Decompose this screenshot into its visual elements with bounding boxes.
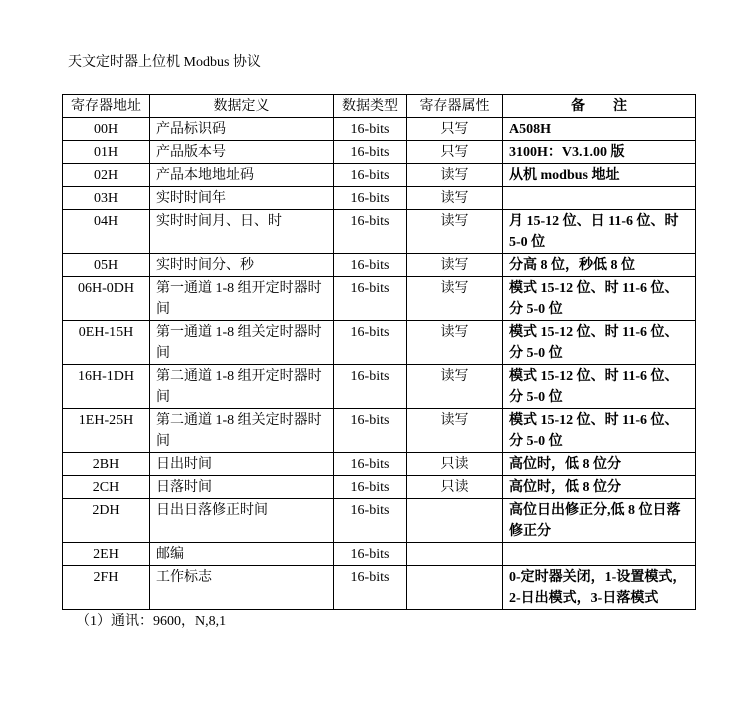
data-definition-cell: 日出时间 <box>150 453 334 476</box>
table-row <box>63 409 696 453</box>
register-address-cell: 2EH <box>63 543 150 566</box>
note-cell <box>503 543 696 566</box>
register-address-cell: 02H <box>63 164 150 187</box>
note-cell: 分高 8 位，秒低 8 位 <box>503 254 696 277</box>
note-cell <box>503 187 696 210</box>
data-type-cell: 16-bits <box>334 499 407 543</box>
data-definition-cell: 产品版本号 <box>150 141 334 164</box>
data-definition-cell: 第二通道 1-8 组开定时器时间 <box>150 365 334 409</box>
register-attribute-cell: 读写 <box>407 187 503 210</box>
register-address-cell: 2BH <box>63 453 150 476</box>
header-note: 备 注 <box>503 95 696 118</box>
data-type-cell: 16-bits <box>334 187 407 210</box>
register-attribute-cell: 读写 <box>407 254 503 277</box>
register-address-cell: 06H-0DH <box>63 277 150 321</box>
data-type-cell: 16-bits <box>334 543 407 566</box>
note-cell: 月 15-12 位、日 11-6 位、时 5-0 位 <box>503 210 696 254</box>
register-address-cell: 01H <box>63 141 150 164</box>
table-row <box>63 476 696 499</box>
data-type-cell: 16-bits <box>334 365 407 409</box>
data-definition-cell: 日落时间 <box>150 476 334 499</box>
table-row <box>63 277 696 321</box>
register-attribute-cell: 只写 <box>407 141 503 164</box>
table-row <box>63 566 696 610</box>
register-attribute-cell: 读写 <box>407 365 503 409</box>
note-cell: 高位时，低 8 位分 <box>503 476 696 499</box>
table-row <box>63 543 696 566</box>
data-definition-cell: 邮编 <box>150 543 334 566</box>
note-cell: 3100H：V3.1.00 版 <box>503 141 696 164</box>
register-address-cell: 00H <box>63 118 150 141</box>
data-type-cell: 16-bits <box>334 277 407 321</box>
register-address-cell: 16H-1DH <box>63 365 150 409</box>
register-attribute-cell: 读写 <box>407 164 503 187</box>
table-row <box>63 164 696 187</box>
data-definition-cell: 产品标识码 <box>150 118 334 141</box>
table-row <box>63 453 696 476</box>
note-cell: 模式 15-12 位、时 11-6 位、分 5-0 位 <box>503 277 696 321</box>
note-cell: 模式 15-12 位、时 11-6 位、分 5-0 位 <box>503 409 696 453</box>
data-definition-cell: 产品本地地址码 <box>150 164 334 187</box>
data-type-cell: 16-bits <box>334 409 407 453</box>
note-cell: 从机 modbus 地址 <box>503 164 696 187</box>
data-type-cell: 16-bits <box>334 210 407 254</box>
data-definition-cell: 第二通道 1-8 组关定时器时间 <box>150 409 334 453</box>
note-cell: 模式 15-12 位、时 11-6 位、分 5-0 位 <box>503 365 696 409</box>
register-address-cell: 04H <box>63 210 150 254</box>
register-attribute-cell: 读写 <box>407 321 503 365</box>
register-attribute-cell <box>407 566 503 610</box>
register-attribute-cell <box>407 543 503 566</box>
data-type-cell: 16-bits <box>334 118 407 141</box>
data-type-cell: 16-bits <box>334 254 407 277</box>
table-row <box>63 210 696 254</box>
note-cell: 高位时，低 8 位分 <box>503 453 696 476</box>
data-definition-cell: 实时时间分、秒 <box>150 254 334 277</box>
table-header-row <box>63 95 696 118</box>
data-type-cell: 16-bits <box>334 321 407 365</box>
header-data-type: 数据类型 <box>334 95 407 118</box>
table-row <box>63 254 696 277</box>
register-address-cell: 2CH <box>63 476 150 499</box>
data-type-cell: 16-bits <box>334 476 407 499</box>
data-type-cell: 16-bits <box>334 141 407 164</box>
register-table <box>62 94 696 610</box>
register-attribute-cell: 只读 <box>407 453 503 476</box>
note-cell: 高位日出修正分,低 8 位日落修正分 <box>503 499 696 543</box>
note-cell: A508H <box>503 118 696 141</box>
register-address-cell: 2FH <box>63 566 150 610</box>
data-definition-cell: 第一通道 1-8 组开定时器时间 <box>150 277 334 321</box>
table-row <box>63 118 696 141</box>
data-definition-cell: 实时时间月、日、时 <box>150 210 334 254</box>
table-row <box>63 499 696 543</box>
register-address-cell: 0EH-15H <box>63 321 150 365</box>
register-address-cell: 2DH <box>63 499 150 543</box>
register-attribute-cell: 只读 <box>407 476 503 499</box>
data-definition-cell: 日出日落修正时间 <box>150 499 334 543</box>
data-definition-cell: 工作标志 <box>150 566 334 610</box>
table-row <box>63 187 696 210</box>
data-definition-cell: 第一通道 1-8 组关定时器时间 <box>150 321 334 365</box>
data-type-cell: 16-bits <box>334 164 407 187</box>
data-type-cell: 16-bits <box>334 566 407 610</box>
header-register-attribute: 寄存器属性 <box>407 95 503 118</box>
register-address-cell: 05H <box>63 254 150 277</box>
register-address-cell: 1EH-25H <box>63 409 150 453</box>
note-cell: 模式 15-12 位、时 11-6 位、分 5-0 位 <box>503 321 696 365</box>
register-attribute-cell: 读写 <box>407 210 503 254</box>
table-row <box>63 365 696 409</box>
data-definition-cell: 实时时间年 <box>150 187 334 210</box>
document-title: 天文定时器上位机 Modbus 协议 <box>68 55 261 70</box>
register-attribute-cell: 读写 <box>407 277 503 321</box>
register-attribute-cell: 只写 <box>407 118 503 141</box>
header-data-definition: 数据定义 <box>150 95 334 118</box>
table-row <box>63 141 696 164</box>
register-address-cell: 03H <box>63 187 150 210</box>
header-register-address: 寄存器地址 <box>63 95 150 118</box>
data-type-cell: 16-bits <box>334 453 407 476</box>
register-attribute-cell <box>407 499 503 543</box>
register-attribute-cell: 读写 <box>407 409 503 453</box>
table-row <box>63 321 696 365</box>
communication-footnote: （1）通讯：9600，N,8,1 <box>76 614 227 629</box>
note-cell: 0-定时器关闭，1-设置模式，2-日出模式，3-日落模式 <box>503 566 696 610</box>
